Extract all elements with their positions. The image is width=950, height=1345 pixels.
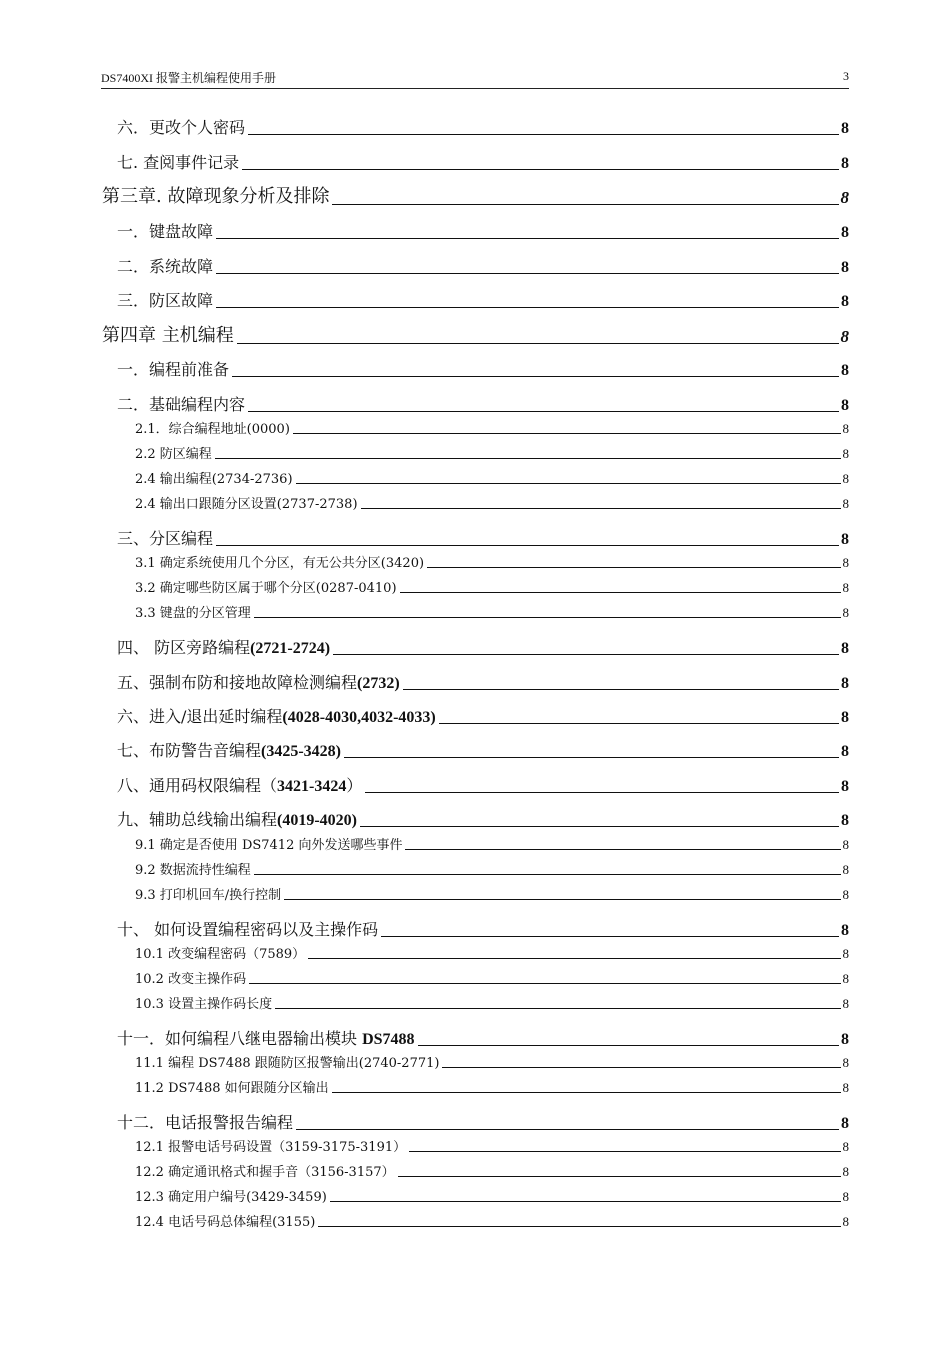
toc-entry-title [102, 182, 329, 208]
header-title: DS7400XI 报警主机编程使用手册 [101, 71, 277, 85]
toc-leader-line [381, 936, 839, 937]
toc-entry-text: 12.2 确定通讯格式和握手音（3156-3157） [135, 1165, 395, 1180]
toc-section-entry[interactable] [117, 116, 849, 138]
toc-section-entry[interactable] [117, 918, 849, 940]
toc-entry-title [135, 443, 212, 462]
toc-page-number: 8 [842, 971, 849, 986]
toc-leader-line [216, 545, 839, 546]
toc-entry-title [117, 738, 341, 761]
toc-leader-line [398, 1176, 841, 1177]
toc-subsection-entry[interactable] [135, 944, 849, 962]
toc-leader-line [296, 483, 841, 484]
toc-leader-line [442, 1067, 840, 1068]
toc-leader-line [275, 1008, 840, 1009]
toc-entry-text: 12.1 报警电话号码设置（3159-3175-3191） [135, 1140, 407, 1155]
toc-entry-text: 二．基础编程内容 [117, 395, 246, 414]
toc-entry-text: 11.2 DS7488 如何跟随分区输出 [135, 1081, 329, 1096]
toc-page-number: 8 [842, 1189, 849, 1204]
toc-leader-line [405, 849, 840, 850]
toc-entry-title [135, 859, 251, 878]
toc-subsection-entry[interactable] [135, 994, 849, 1012]
toc-page-number: 8 [841, 675, 849, 692]
toc-entry-text: 11.1 编程 DS7488 跟随防区报警输出(2740-2771) [135, 1056, 440, 1071]
toc-leader-line [360, 826, 839, 827]
toc-page-number: 8 [842, 837, 849, 852]
toc-entry-title [135, 1186, 327, 1205]
toc-entry-text: 第四章 主机编程 [102, 325, 234, 346]
toc-page-number: 8 [840, 327, 849, 346]
toc-subsection-entry[interactable] [135, 860, 849, 878]
toc-subsection-entry[interactable] [135, 1137, 849, 1155]
toc-page-number: 8 [841, 397, 849, 414]
toc-entry-title [117, 635, 330, 658]
toc-entry-text: 八、通用码权限编程（ [117, 776, 278, 795]
toc-entry-text: 9.3 打印机回车/换行控制 [135, 888, 282, 903]
toc-leader-line [284, 899, 840, 900]
toc-chapter-entry[interactable] [102, 323, 849, 347]
toc-page-number: 8 [841, 743, 849, 760]
toc-page-number: 8 [842, 555, 849, 570]
toc-entry-text: 10.3 设置主操作码长度 [135, 997, 273, 1012]
toc-section-entry[interactable] [117, 808, 849, 830]
toc-page-number: 8 [841, 293, 849, 310]
toc-page-number: 8 [842, 421, 849, 436]
toc-page-number: 8 [841, 1115, 849, 1132]
toc-page-number: 8 [842, 496, 849, 511]
toc-page-number: 8 [841, 531, 849, 548]
toc-page-number: 8 [841, 362, 849, 379]
toc-entry-text: 一．编程前准备 [117, 360, 230, 379]
toc-page-number: 8 [842, 1139, 849, 1154]
toc-entry-text: 10.2 改变主操作码 [135, 972, 247, 987]
toc-section-entry[interactable] [117, 739, 849, 761]
toc-entry-title [135, 1136, 406, 1155]
toc-page-number: 8 [842, 887, 849, 902]
toc-page-number: 8 [842, 1214, 849, 1229]
toc-page-number: 8 [842, 862, 849, 877]
toc-entry-title [135, 418, 290, 437]
toc-entry-text: 一．键盘故障 [117, 222, 214, 241]
toc-page-number: 8 [842, 1080, 849, 1095]
toc-entry-text: 六、进入/退出延时编程 [117, 707, 283, 726]
toc-entry-text: 九、辅助总线输出编程 [117, 810, 278, 829]
toc-section-entry[interactable] [117, 636, 849, 658]
toc-leader-line [232, 376, 839, 377]
toc-entry-text: 10.1 改变编程密码（7589） [135, 947, 306, 962]
toc-leader-line [216, 307, 839, 308]
toc-entry-title [117, 807, 357, 830]
toc-subsection-entry[interactable] [135, 1078, 849, 1096]
toc-leader-line [344, 757, 839, 758]
toc-page-number: 8 [841, 778, 849, 795]
toc-leader-line [215, 458, 841, 459]
toc-subsection-entry[interactable] [135, 553, 849, 571]
toc-subsection-entry[interactable] [135, 1187, 849, 1205]
toc-section-entry[interactable] [117, 393, 849, 415]
toc-entry-text: 2.4 输出口跟随分区设置(2737-2738) [135, 497, 358, 512]
toc-section-entry[interactable] [117, 1027, 849, 1049]
toc-entry-code: (4019-4020) [277, 812, 357, 829]
toc-subsection-entry[interactable] [135, 603, 849, 621]
header-page-number: 3 [843, 69, 849, 83]
toc-page-number: 8 [842, 471, 849, 486]
toc-entry-text: 9.2 数据流持性编程 [135, 863, 251, 878]
toc-entry-text: 2.1．综合编程地址(0000) [135, 422, 290, 437]
toc-entry-code: (2721-2724) [250, 640, 331, 657]
toc-page-number: 8 [841, 224, 849, 241]
toc-section-entry[interactable] [117, 289, 849, 311]
toc-entry-title [135, 968, 246, 987]
toc-leader-line [249, 983, 840, 984]
toc-subsection-entry[interactable] [135, 969, 849, 987]
toc-entry-text: 五、强制布防和接地故障检测编程 [117, 673, 358, 692]
toc-entry-title [117, 357, 229, 380]
toc-entry-code: (4028-4030,4032-4033) [282, 709, 436, 726]
toc-entry-title [117, 1026, 415, 1049]
toc-subsection-entry[interactable] [135, 419, 849, 437]
toc-leader-line [365, 792, 839, 793]
toc-entry-title [135, 1211, 315, 1230]
toc-entry-title [135, 834, 402, 853]
toc-page-number: 8 [841, 1031, 849, 1048]
toc-leader-line [330, 1201, 841, 1202]
toc-subsection-entry[interactable] [135, 1053, 849, 1071]
toc-entry-text: 第三章. 故障现象分析及排除 [102, 186, 330, 207]
toc-entry-title [117, 115, 245, 138]
toc-entry-text: 六．更改个人密码 [117, 118, 246, 137]
toc-leader-line [400, 592, 841, 593]
toc-entry-title [135, 552, 424, 571]
toc-entry-title [135, 1161, 395, 1180]
toc-entry-title [135, 602, 251, 621]
toc-leader-line [403, 689, 839, 690]
toc-page-number: 8 [842, 446, 849, 461]
toc-page-number: 8 [841, 259, 849, 276]
toc-entry-text: 3.3 键盘的分区管理 [135, 606, 251, 621]
toc-entry-title [135, 1077, 329, 1096]
toc-entry-text: 十、 如何设置编程密码以及主操作码 [117, 920, 379, 939]
toc-entry-title [135, 577, 397, 596]
toc-entry-title [117, 917, 378, 940]
toc-subsection-entry[interactable] [135, 578, 849, 596]
toc-leader-line [242, 169, 839, 170]
toc-page-number: 8 [841, 709, 849, 726]
toc-entry-text: 9.1 确定是否使用 DS7412 向外发送哪些事件 [135, 838, 403, 853]
toc-entry-text: 十二．电话报警报告编程 [117, 1113, 294, 1132]
toc-entry-code: (2732) [357, 675, 400, 692]
toc-chapter-entry[interactable] [102, 184, 849, 208]
toc-page-number: 8 [842, 996, 849, 1011]
toc-entry-title [135, 468, 293, 487]
toc-leader-line [216, 273, 839, 274]
toc-entry-code: 3421-3424 [277, 778, 347, 795]
toc-section-entry[interactable] [117, 220, 849, 242]
toc-entry-text: 2.2 防区编程 [135, 447, 212, 462]
toc-entry-title [117, 150, 239, 173]
toc-entry-text: 12.3 确定用户编号(3429-3459) [135, 1190, 327, 1205]
toc-leader-line [409, 1151, 840, 1152]
toc-section-entry[interactable] [117, 705, 849, 727]
toc-entry-text: 三．防区故障 [117, 291, 214, 310]
toc-leader-line [427, 567, 840, 568]
toc-page-number: 8 [842, 580, 849, 595]
toc-section-entry[interactable] [117, 358, 849, 380]
toc-entry-title [117, 288, 213, 311]
toc-subsection-entry[interactable] [135, 1162, 849, 1180]
toc-entry-text: 十一．如何编程八继电器输出模块 [117, 1029, 363, 1048]
toc-section-entry[interactable] [117, 151, 849, 173]
toc-page-number: 8 [841, 640, 849, 657]
toc-page-number: 8 [840, 188, 849, 207]
toc-entry-title [117, 392, 245, 415]
toc-section-entry[interactable] [117, 255, 849, 277]
toc-section-entry[interactable] [117, 527, 849, 549]
toc-leader-line [332, 204, 838, 205]
toc-entry-title [117, 704, 436, 727]
toc-section-entry[interactable] [117, 1111, 849, 1133]
toc-section-entry[interactable] [117, 774, 849, 796]
toc-leader-line [293, 433, 841, 434]
toc-entry-title [135, 493, 358, 512]
toc-subsection-entry[interactable] [135, 835, 849, 853]
toc-page-number: 8 [841, 812, 849, 829]
toc-entry-title [135, 943, 305, 962]
toc-entry-text: 七、布防警告音编程 [117, 741, 262, 760]
toc-entry-title [117, 219, 213, 242]
toc-subsection-entry[interactable] [135, 469, 849, 487]
toc-entry-code: DS7488 [362, 1031, 415, 1048]
toc-subsection-entry[interactable] [135, 494, 849, 512]
toc-entry-text: 2.4 输出编程(2734-2736) [135, 472, 293, 487]
toc-entry-title [117, 526, 213, 549]
toc-entry-title [135, 884, 281, 903]
toc-leader-line [418, 1045, 839, 1046]
toc-page-number: 8 [842, 605, 849, 620]
toc-subsection-entry[interactable] [135, 444, 849, 462]
toc-page-number: 8 [841, 155, 849, 172]
toc-entry-text: 七. 查阅事件记录 [117, 153, 240, 172]
toc-entry-title [117, 670, 400, 693]
toc-leader-line [248, 411, 839, 412]
toc-leader-line [254, 617, 841, 618]
toc-entry-title [117, 773, 362, 796]
toc-entry-title [135, 993, 272, 1012]
toc-subsection-entry[interactable] [135, 885, 849, 903]
toc-page-number: 8 [841, 120, 849, 137]
toc-entry-text: 四、 防区旁路编程 [117, 638, 251, 657]
toc-leader-line [439, 723, 839, 724]
toc-leader-line [237, 343, 839, 344]
toc-entry-title [102, 321, 234, 347]
toc-entry-text: 三、分区编程 [117, 529, 214, 548]
toc-leader-line [308, 958, 840, 959]
toc-leader-line [318, 1226, 840, 1227]
toc-entry-code: (3425-3428) [261, 743, 341, 760]
toc-leader-line [254, 874, 841, 875]
toc-leader-line [332, 1092, 841, 1093]
toc-page-number: 8 [842, 1055, 849, 1070]
toc-leader-line [216, 238, 839, 239]
toc-section-entry[interactable] [117, 671, 849, 693]
toc-page-number: 8 [842, 1164, 849, 1179]
toc-entry-text: 3.2 确定哪些防区属于哪个分区(0287-0410) [135, 581, 397, 596]
toc-leader-line [361, 508, 841, 509]
toc-page-number: 8 [841, 922, 849, 939]
toc-entry-title [117, 1110, 293, 1133]
toc-entry-text: 3.1 确定系统使用几个分区，有无公共分区(3420) [135, 556, 425, 571]
toc-entry-text: 12.4 电话号码总体编程(3155) [135, 1215, 316, 1230]
toc-subsection-entry[interactable] [135, 1212, 849, 1230]
toc-page-number: 8 [842, 946, 849, 961]
toc-leader-line [248, 134, 839, 135]
toc-entry-tail: ） [346, 776, 363, 795]
toc-entry-title [117, 254, 213, 277]
toc-leader-line [296, 1129, 839, 1130]
toc-entry-text: 二．系统故障 [117, 257, 214, 276]
toc-leader-line [333, 654, 839, 655]
toc-entry-title [135, 1052, 439, 1071]
